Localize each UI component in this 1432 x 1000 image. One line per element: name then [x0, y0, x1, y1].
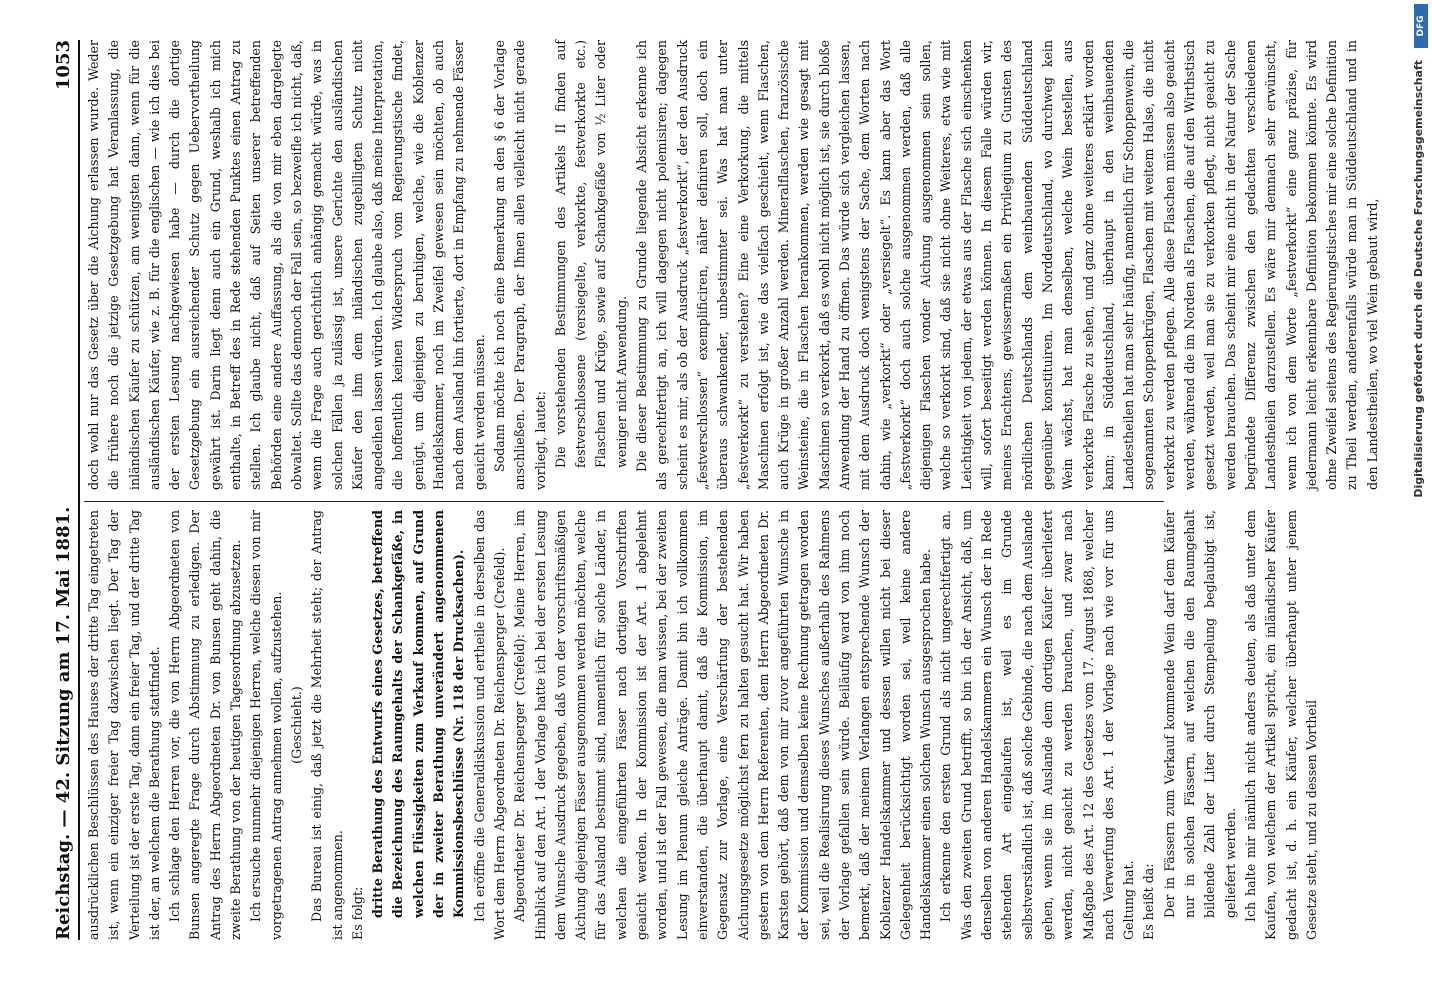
paragraph: Ich erkenne den ersten Grund als nicht ungerechtfertigt an. Was den zweiten Grund betrifft, so bin ich der Ansicht, daß, um denselben von anderen Handelskammern ein Wunsch der in Rede stehenden Art eingelaufen ist, weil es im Grunde selbstverständlich ist, daß solche Gebinde, die nach dem Auslande gehen, wenn sie im Auslande dem dortigen Käufer überliefert werden, nicht geaicht zu werden brauchen, und zwar nach Maßgabe des Art. 12 des Gesetzes vom 17. August 1868, welcher nach Verwerfung des Art. 1 der Vorlage nach wie vor für uns Geltung hat.	[938, 510, 1137, 940]
dfg-logo	[1414, 4, 1428, 48]
paragraph: Sodann möchte ich noch eine Bemerkung an den § 6 der Vorlage anschließen. Der Paragraph, der Ihnen allen vielleicht nicht gerade vorliegt, lautet:	[491, 40, 548, 490]
paragraph: Es folgt:	[349, 886, 365, 940]
paragraph: Ich halte mir nämlich nicht anders deuten, als daß unter dem Kaufen, von welchem der Artikel spricht, ein inländischer Käufer gedacht ist, d. h. ein Käufer, welcher überhaupt unter jenem Gesetze steht, und zu dessen Vortheil	[1242, 510, 1319, 940]
paragraph: Der in Fässern zum Verkauf kommende Wein darf dem Käufer nur in solchen Fässern, auf welchen die den Raumgehalt bildende Zahl der Liter durch Stempelung beglaubigt ist, geliefert werden.	[1161, 510, 1238, 918]
paragraph: Ich schlage den Herren vor, die von Herrn Abgeordneten von Bunsen angeregte Frage durch Abstimmung zu erledigen. Der Antrag des Herrn Abgeordneten Dr. von Bunsen geht dahin, die zweite Berathung von der heutigen Tagesordnung abzusetzen.	[167, 510, 244, 940]
paragraph: (Geschieht.)	[288, 686, 304, 764]
paragraph: Die vorstehenden Bestimmungen des Artikels II finden auf festverschlossene (versiegelte, verkorkte, festverkorkte etc.) Flaschen und Krüge, sowie auf Schankgefäße von ½ Liter oder weniger nicht Anwendung.	[552, 40, 629, 468]
running-head: Reichstag. — 42. Sitzung am 17. Mai 1881.	[53, 506, 74, 940]
text-column-left	[84, 510, 1319, 940]
paragraph: ausdrücklichen Beschlüssen des Hauses der dritte Tag eingetreten ist, wenn ein einziger freier Tag dazwischen liegt. Der Tag der Verteilung ist der erste Tag, dann ein freier Tag, und der dritte Tag ist der, an welchem die Berathung stattfindet.	[86, 510, 162, 940]
paragraph: Ich ersuche nunmehr diejenigen Herren, welche diesen von mir vorgetragenen Antrag annehmen wollen, aufzustehen.	[248, 510, 284, 940]
paragraph: Es heißt da:	[1141, 863, 1157, 940]
page-number: 1053	[53, 40, 74, 91]
paragraph: Die dieser Bestimmung zu Grunde liegende Absicht erkenne ich als gerechtfertigt an, ich will dagegen nicht polemisiren; dagegen scheint es mir, als ob der Ausdruck „festverkorkt“, der den Ausdruck „festverschlossen“ exemplificiren, näher definiren soll, doch ein überaus schwankender, unbestimmter sei. Was hat man unter „festverkorkt“ zu verstehen? Eine eine Verkorkung, die mittels Maschinen erfolgt ist, wie das vielfach geschieht, wenn Flaschen, auch Krüge in großer Anzahl werden. Mineralflaschen, französische Weinsteine, die in Flaschen herankommen, werden wie gesagt mit Maschinen so verkorkt, daß es wohl nicht möglich ist, sie durch bloße Anwendung der Hand zu öffnen. Das würde sich vergleichen lassen, mit dem Ausdruck doch wenigstens der Sache, dem Worten nach dahin, wie „verkorkt“ oder „versiegelt“. Es kann aber das Wort „festverkorkt“ doch auch solche ausgenommen werden, daß alle diejenigen Flaschen vonder Aichung ausgenommen sein sollen, welche so verkorkt sind, daß sie nicht ohne Weiteres, etwa wie mit Leichtigkeit von jedem, der etwas aus der Flasche sich einschenken will, sofort beseitigt werden können. In diesem Falle würden wir, meines Erachtens, gewissermaßen ein Privilegium zu Gunsten des nördlichen Deutschlands dem weinbauenden Süddeutschland gegenüber konstituiren. Im Norddeutschland, wo durchweg kein Wein wächst, hat man denselben, welche Wein bestellen, aus verkorkte Flasche zu sehen, und ganz ohne weiteres erklärt worden kann; in Süddeutschland, überhaupt in den weinbauenden Landestheilen hat man sehr häufig, namentlich für Schoppenwein, die sogenannten Schoppenkrügen, Flaschen mit weitem Halse, die nicht verkorkt zu werden pflegen. Alle diese Flaschen müssen also geaicht werden, während die im Norden als Flaschen, die auf den Wirthstisch gesetzt werden, weil man sie zu verkorken pflegt, nicht geaicht zu werden brauchen. Das scheint mir eine nicht in der Natur der Sache begründete Differenz zwischen den gedachten verschiedenen Landestheilen darzustellen. Es wäre mir demnach sehr erwünscht, wenn ich von dem Worte „festverkorkt“ eine ganz präzise, für jedermann leicht erkennbare Definition bekommen könnte. Es wird ohne Zweifel seitens des Regierungstisches mir eine solche Definition zu Theil werden, anderenfalls würde man in Süddeutschland und in den Landestheilen, wo viel Wein gebaut wird,	[634, 40, 1380, 490]
paragraph: Ich eröffne die Generaldiskussion und ertheile in derselben das Wort dem Herrn Abgeordneten Dr. Reichensperger (Crefeld).	[471, 510, 507, 940]
paragraph: Das Bureau ist einig, daß jetzt die Mehrheit steht; der Antrag ist angenommen.	[309, 510, 345, 940]
side-notice	[1408, 0, 1430, 1000]
paragraph: dritte Berathung des Entwurfs eines Gesetzes, betreffend die Bezeichnung des Raumgehalts der Schankgefäße, in welchen Flüssigkeiten zum Verkauf kommen, auf Grund der in zweiter Berathung unverändert angenommenen Kommissionsbeschlüsse (Nr. 118 der Drucksachen).	[370, 510, 467, 918]
side-notice-text: Digitalisierung gefördert durch die Deutsche Forschungsgemeinschaft	[1412, 60, 1425, 498]
paragraph: doch wohl nur das Gesetz über die Aichung erlassen wurde. Weder die frühere noch die jetzige Gesetzgebung hat Veranlassung, die inländischen Käufer zu schützen, am wenigsten dann, wenn für die ausländischen Käufer, wie z. B. für die englischen — wie ich dies bei der ersten Lesung nachgewiesen habe — durch die dortige Gesetzgebung ein ausreichender Schutz gegen Uebervortheilung gewährt ist. Darin liegt denn auch ein Grund, weshalb ich mich enthalte, in Betreff des in Rede stehenden Punktes einen Antrag zu stellen. Ich glaube nicht, daß auf Seiten unserer betreffenden Behörden eine andere Auffassung, als die von mir eben dargelegte obwaltet. Sollte das dennoch der Fall sein, so bezweifle ich nicht, daß, wenn die Frage auch gerichtlich anhängig gemacht würde, was in solchen Fällen ja zulässig ist, unsere Gerichte den ausländischen Käufer den ihm dem inländischen zugebilligten Schutz nicht angedeihen lassen würden. Ich glaube also, daß meine Interpretation, die hoffentlich keinen Widerspruch vom Regierungstische findet, genügt, um diejenigen zu beruhigen, welche, wie die Koblenzer Handelskammer, noch im Zweifel gewesen sein möchten, ob auch nach dem Ausland hin fortierte, dort in Empfang zu nehmende Fässer geaicht werden müssen.	[86, 40, 487, 490]
text-column-right	[84, 40, 1380, 490]
column-divider	[84, 501, 1164, 502]
dfg-logo-text: DFG	[1416, 15, 1426, 37]
page-header	[48, 40, 80, 940]
paragraph: Abgeordneter Dr. Reichensperger (Crefeld): Meine Herren, im Hinblick auf den Art. 1 der Vorlage hatte ich bei der ersten Lesung dem Wunsche Ausdruck gegeben, daß von der vorschriftsmäßigen Aichung diejenigen Fässer ausgenommen werden möchten, welche für das Ausland bestimmt sind, namentlich für solche Länder, in welchen die eingeführten Fässer nach dortigen Vorschriften geaicht werden. In der Kommission ist der Art. 1 abgelehnt worden, und ist der Fall gewesen, die man wissen, bei der zweiten Lesung im Plenum gleiche Anträge. Damit bin ich vollkommen einverstanden, die überhaupt damit, daß die Kommission, im Gegensatz zur Vorlage, eine Verschärfung der bestehenden Aichungsgesetze möglichst fern zu halten gesucht hat. Wir haben gestern von dem Herrn Referenten, dem Herrn Abgeordneten Dr. Karsten gehört, daß dem von mir zuvor angeführten Wunsche in der Kommission und demselben keine Rechnung getragen worden sei, weil die Realisirung dieses Wunsches außerhalb des Rahmens der Vorlage gefallen sein würde. Beiläufig ward von ihm noch bemerkt, daß der meinem Verlangen entsprechende Wunsch der Koblenzer Handelskammer und dessen willen nicht bei dieser Gelegenheit berücksichtigt worden sei, weil keine andere Handelskammer einen solchen Wunsch ausgesprochen habe.	[512, 510, 934, 940]
